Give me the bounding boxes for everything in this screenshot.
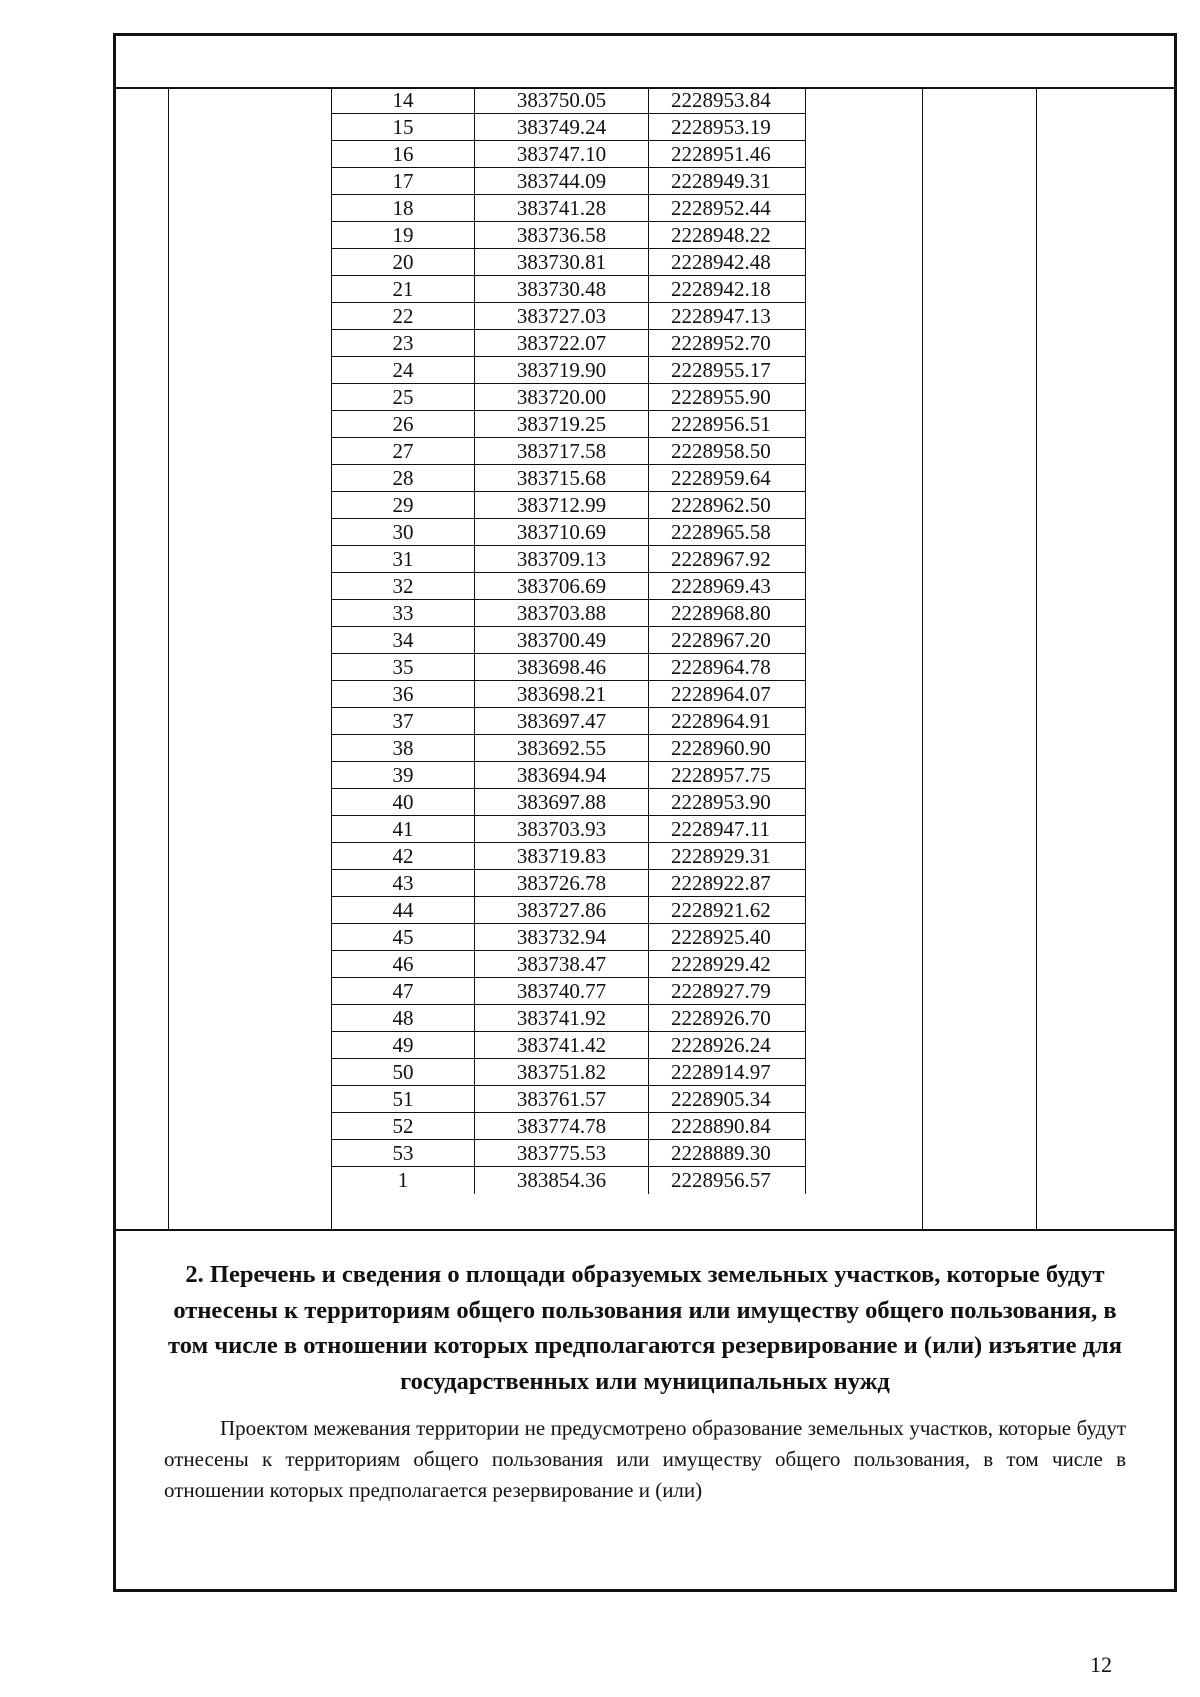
- x-coordinate-cell: 383700.49: [475, 627, 649, 654]
- point-number-cell: 51: [332, 1086, 475, 1113]
- point-number-cell: 40: [332, 789, 475, 816]
- x-coordinate-cell: 383741.92: [475, 1005, 649, 1032]
- table-row: [332, 546, 806, 573]
- y-coordinate-cell: 2228955.17: [649, 357, 806, 384]
- point-number-cell: 21: [332, 276, 475, 303]
- x-coordinate-cell: 383741.28: [475, 195, 649, 222]
- y-coordinate-cell: 2228967.92: [649, 546, 806, 573]
- point-number-cell: 42: [332, 843, 475, 870]
- page-number: 12: [1090, 1652, 1112, 1677]
- y-coordinate-cell: 2228969.43: [649, 573, 806, 600]
- x-coordinate-cell: 383712.99: [475, 492, 649, 519]
- x-coordinate-cell: 383719.25: [475, 411, 649, 438]
- x-coordinate-cell: 383761.57: [475, 1086, 649, 1113]
- x-coordinate-cell: 383697.88: [475, 789, 649, 816]
- point-number-cell: 29: [332, 492, 475, 519]
- table-row: [332, 519, 806, 546]
- table-row: [332, 1140, 806, 1167]
- point-number-cell: 20: [332, 249, 475, 276]
- y-coordinate-cell: 2228962.50: [649, 492, 806, 519]
- point-number-cell: 41: [332, 816, 475, 843]
- x-coordinate-cell: 383703.93: [475, 816, 649, 843]
- table-row: [332, 897, 806, 924]
- x-coordinate-cell: 383722.07: [475, 330, 649, 357]
- document-frame: [113, 33, 1177, 1592]
- y-coordinate-cell: 2228921.62: [649, 897, 806, 924]
- x-coordinate-cell: 383736.58: [475, 222, 649, 249]
- x-coordinate-cell: 383727.86: [475, 897, 649, 924]
- table-row: [332, 438, 806, 465]
- y-coordinate-cell: 2228956.51: [649, 411, 806, 438]
- point-number-cell: 45: [332, 924, 475, 951]
- y-coordinate-cell: 2228956.57: [649, 1167, 806, 1194]
- x-coordinate-cell: 383732.94: [475, 924, 649, 951]
- y-coordinate-cell: 2228952.70: [649, 330, 806, 357]
- table-row: [332, 627, 806, 654]
- table-row: [332, 600, 806, 627]
- y-coordinate-cell: 2228905.34: [649, 1086, 806, 1113]
- point-number-cell: 48: [332, 1005, 475, 1032]
- x-coordinate-cell: 383697.47: [475, 708, 649, 735]
- y-coordinate-cell: 2228927.79: [649, 978, 806, 1005]
- x-coordinate-cell: 383694.94: [475, 762, 649, 789]
- x-coordinate-cell: 383720.00: [475, 384, 649, 411]
- point-number-cell: 23: [332, 330, 475, 357]
- point-number-cell: 26: [332, 411, 475, 438]
- table-column-divider: [922, 87, 923, 1229]
- section-title: 2. Перечень и сведения о площади образуемых земельных участков, которые будут отнесены к территориям общего пользования или имуществу общего пользования, в том числе в отношении которых предполагаются резервирование и (или) изъятие для государственных или муниципальных нужд: [168, 1261, 1122, 1395]
- table-row: [332, 1059, 806, 1086]
- y-coordinate-cell: 2228964.91: [649, 708, 806, 735]
- coordinates-table: [331, 87, 806, 1194]
- x-coordinate-cell: 383698.21: [475, 681, 649, 708]
- table-row: [332, 492, 806, 519]
- y-coordinate-cell: 2228929.42: [649, 951, 806, 978]
- point-number-cell: 38: [332, 735, 475, 762]
- y-coordinate-cell: 2228953.19: [649, 114, 806, 141]
- y-coordinate-cell: 2228929.31: [649, 843, 806, 870]
- x-coordinate-cell: 383854.36: [475, 1167, 649, 1194]
- x-coordinate-cell: 383727.03: [475, 303, 649, 330]
- y-coordinate-cell: 2228959.64: [649, 465, 806, 492]
- y-coordinate-cell: 2228947.11: [649, 816, 806, 843]
- table-header-band: [116, 36, 1174, 89]
- table-row: [332, 168, 806, 195]
- table-row: [332, 330, 806, 357]
- y-coordinate-cell: 2228948.22: [649, 222, 806, 249]
- table-row: [332, 762, 806, 789]
- x-coordinate-cell: 383717.58: [475, 438, 649, 465]
- point-number-cell: 35: [332, 654, 475, 681]
- y-coordinate-cell: 2228949.31: [649, 168, 806, 195]
- table-row: [332, 141, 806, 168]
- point-number-cell: 28: [332, 465, 475, 492]
- table-row: [332, 1113, 806, 1140]
- table-row: [332, 384, 806, 411]
- x-coordinate-cell: 383751.82: [475, 1059, 649, 1086]
- table-row: [332, 870, 806, 897]
- y-coordinate-cell: 2228926.70: [649, 1005, 806, 1032]
- point-number-cell: 44: [332, 897, 475, 924]
- table-row: [332, 87, 806, 114]
- point-number-cell: 22: [332, 303, 475, 330]
- y-coordinate-cell: 2228942.18: [649, 276, 806, 303]
- x-coordinate-cell: 383726.78: [475, 870, 649, 897]
- point-number-cell: 30: [332, 519, 475, 546]
- x-coordinate-cell: 383719.90: [475, 357, 649, 384]
- table-row: [332, 465, 806, 492]
- y-coordinate-cell: 2228958.50: [649, 438, 806, 465]
- y-coordinate-cell: 2228952.44: [649, 195, 806, 222]
- point-number-cell: 15: [332, 114, 475, 141]
- x-coordinate-cell: 383706.69: [475, 573, 649, 600]
- point-number-cell: 49: [332, 1032, 475, 1059]
- point-number-cell: 46: [332, 951, 475, 978]
- point-number-cell: 1: [332, 1167, 475, 1194]
- x-coordinate-cell: 383710.69: [475, 519, 649, 546]
- x-coordinate-cell: 383698.46: [475, 654, 649, 681]
- section-2: [116, 1229, 1174, 1589]
- table-row: [332, 114, 806, 141]
- table-row: [332, 222, 806, 249]
- table-row: [332, 276, 806, 303]
- y-coordinate-cell: 2228890.84: [649, 1113, 806, 1140]
- table-row: [332, 708, 806, 735]
- table-row: [332, 573, 806, 600]
- point-number-cell: 53: [332, 1140, 475, 1167]
- x-coordinate-cell: 383775.53: [475, 1140, 649, 1167]
- y-coordinate-cell: 2228957.75: [649, 762, 806, 789]
- table-row: [332, 411, 806, 438]
- x-coordinate-cell: 383741.42: [475, 1032, 649, 1059]
- coordinate-table-area: [116, 87, 1174, 1231]
- y-coordinate-cell: 2228960.90: [649, 735, 806, 762]
- y-coordinate-cell: 2228964.07: [649, 681, 806, 708]
- table-column-divider: [168, 87, 169, 1229]
- point-number-cell: 32: [332, 573, 475, 600]
- table-row: [332, 681, 806, 708]
- point-number-cell: 36: [332, 681, 475, 708]
- y-coordinate-cell: 2228942.48: [649, 249, 806, 276]
- table-row: [332, 1167, 806, 1194]
- point-number-cell: 37: [332, 708, 475, 735]
- x-coordinate-cell: 383692.55: [475, 735, 649, 762]
- y-coordinate-cell: 2228968.80: [649, 600, 806, 627]
- x-coordinate-cell: 383740.77: [475, 978, 649, 1005]
- table-row: [332, 654, 806, 681]
- y-coordinate-cell: 2228965.58: [649, 519, 806, 546]
- x-coordinate-cell: 383715.68: [475, 465, 649, 492]
- table-row: [332, 1005, 806, 1032]
- table-row: [332, 1086, 806, 1113]
- x-coordinate-cell: 383730.48: [475, 276, 649, 303]
- table-row: [332, 924, 806, 951]
- point-number-cell: 34: [332, 627, 475, 654]
- point-number-cell: 14: [332, 87, 475, 114]
- y-coordinate-cell: 2228953.90: [649, 789, 806, 816]
- x-coordinate-cell: 383703.88: [475, 600, 649, 627]
- y-coordinate-cell: 2228947.13: [649, 303, 806, 330]
- x-coordinate-cell: 383730.81: [475, 249, 649, 276]
- y-coordinate-cell: 2228967.20: [649, 627, 806, 654]
- point-number-cell: 27: [332, 438, 475, 465]
- x-coordinate-cell: 383709.13: [475, 546, 649, 573]
- x-coordinate-cell: 383744.09: [475, 168, 649, 195]
- x-coordinate-cell: 383774.78: [475, 1113, 649, 1140]
- point-number-cell: 47: [332, 978, 475, 1005]
- y-coordinate-cell: 2228914.97: [649, 1059, 806, 1086]
- point-number-cell: 33: [332, 600, 475, 627]
- table-row: [332, 816, 806, 843]
- table-row: [332, 735, 806, 762]
- x-coordinate-cell: 383750.05: [475, 87, 649, 114]
- point-number-cell: 25: [332, 384, 475, 411]
- table-row: [332, 843, 806, 870]
- point-number-cell: 43: [332, 870, 475, 897]
- table-row: [332, 303, 806, 330]
- section-body-text: Проектом межевания территории не предусмотрено образование земельных участков, которые будут отнесены к территориям общего пользования или имуществу общего пользования, в том числе в отношении которых предполагается резервирование и (или): [164, 1416, 1126, 1502]
- table-row: [332, 789, 806, 816]
- point-number-cell: 24: [332, 357, 475, 384]
- point-number-cell: 16: [332, 141, 475, 168]
- table-row: [332, 1032, 806, 1059]
- x-coordinate-cell: 383719.83: [475, 843, 649, 870]
- table-row: [332, 249, 806, 276]
- point-number-cell: 17: [332, 168, 475, 195]
- point-number-cell: 19: [332, 222, 475, 249]
- y-coordinate-cell: 2228951.46: [649, 141, 806, 168]
- x-coordinate-cell: 383749.24: [475, 114, 649, 141]
- point-number-cell: 50: [332, 1059, 475, 1086]
- point-number-cell: 18: [332, 195, 475, 222]
- coordinates-table-body: [332, 87, 806, 1194]
- y-coordinate-cell: 2228964.78: [649, 654, 806, 681]
- point-number-cell: 52: [332, 1113, 475, 1140]
- x-coordinate-cell: 383738.47: [475, 951, 649, 978]
- x-coordinate-cell: 383747.10: [475, 141, 649, 168]
- table-column-divider: [1036, 87, 1037, 1229]
- y-coordinate-cell: 2228926.24: [649, 1032, 806, 1059]
- point-number-cell: 39: [332, 762, 475, 789]
- table-row: [332, 978, 806, 1005]
- y-coordinate-cell: 2228925.40: [649, 924, 806, 951]
- table-row: [332, 951, 806, 978]
- table-row: [332, 357, 806, 384]
- y-coordinate-cell: 2228955.90: [649, 384, 806, 411]
- y-coordinate-cell: 2228953.84: [649, 87, 806, 114]
- y-coordinate-cell: 2228922.87: [649, 870, 806, 897]
- point-number-cell: 31: [332, 546, 475, 573]
- table-row: [332, 195, 806, 222]
- y-coordinate-cell: 2228889.30: [649, 1140, 806, 1167]
